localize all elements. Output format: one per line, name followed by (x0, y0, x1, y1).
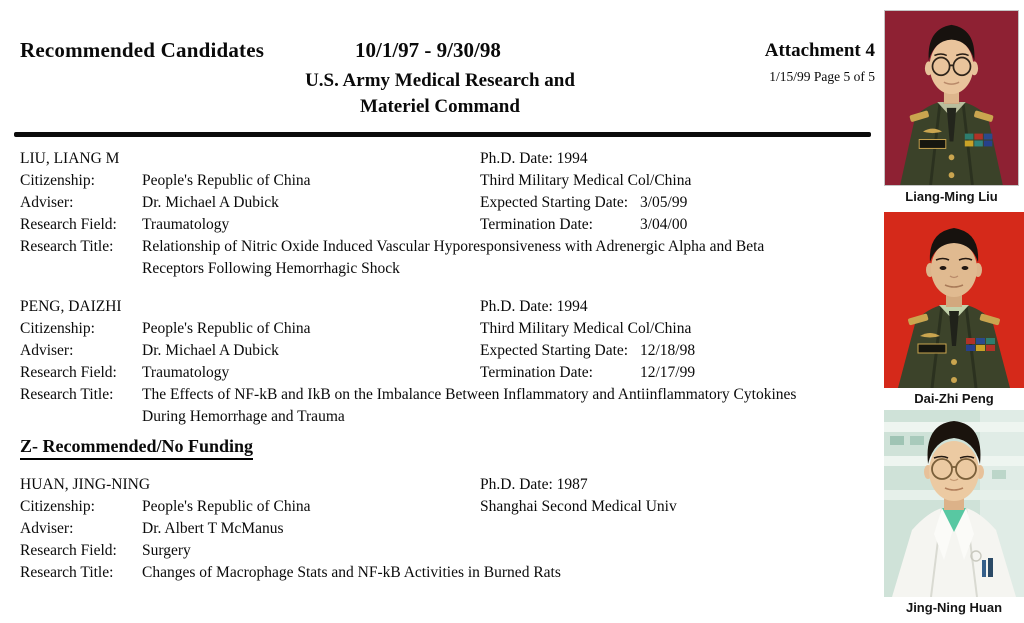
phd-date: Ph.D. Date: 1987 (480, 476, 588, 493)
portrait-photo-liang-ming-liu (884, 10, 1019, 186)
adviser-label: Adviser: (20, 520, 74, 537)
portrait-illustration (884, 410, 1024, 597)
candidate-name: LIU, LIANG M (20, 150, 120, 167)
research-title-value: Relationship of Nitric Oxide Induced Vascular Hyporesponsiveness with Adrenergic Alpha and Beta Receptors Following Hemorrhagic Shock (142, 238, 765, 277)
phd-date: Ph.D. Date: 1994 (480, 298, 588, 315)
institution: Third Military Medical Col/China (480, 172, 692, 189)
header-divider (14, 132, 871, 137)
termination-label: Termination Date: (480, 216, 593, 233)
termination-label: Termination Date: (480, 364, 593, 381)
research-field-value: Traumatology (142, 364, 230, 381)
expected-start-value: 12/18/98 (640, 342, 696, 359)
adviser-value: Dr. Michael A Dubick (142, 194, 279, 211)
candidate-dates (480, 148, 880, 236)
termination-value: 12/17/99 (640, 364, 696, 381)
citizenship-value: People's Republic of China (142, 172, 311, 189)
photo-caption: Dai-Zhi Peng (914, 391, 994, 406)
research-field-label: Research Field: (20, 364, 117, 381)
date-page-label: 1/15/99 Page 5 of 5 (769, 69, 875, 84)
research-field-label: Research Field: (20, 216, 117, 233)
candidate-dates (480, 474, 880, 518)
research-title-value: Changes of Macrophage Stats and NF-kB Activities in Burned Rats (142, 564, 561, 581)
portrait-photo-jing-ning-huan (884, 410, 1024, 597)
research-field-value: Traumatology (142, 216, 230, 233)
adviser-value: Dr. Michael A Dubick (142, 342, 279, 359)
org-name-line1: U.S. Army Medical Research and (305, 70, 575, 91)
attachment-label: Attachment 4 (764, 40, 875, 61)
photo-column (884, 0, 1024, 623)
portrait-photo-dai-zhi-peng (884, 212, 1024, 388)
citizenship-value: People's Republic of China (142, 498, 311, 515)
adviser-label: Adviser: (20, 342, 74, 359)
expected-start-label: Expected Starting Date: (480, 194, 629, 211)
expected-start-label: Expected Starting Date: (480, 342, 629, 359)
citizenship-label: Citizenship: (20, 498, 95, 515)
institution: Third Military Medical Col/China (480, 320, 692, 337)
page-title: Recommended Candidates (20, 38, 265, 62)
section-heading-no-funding: Z- Recommended/No Funding (20, 436, 253, 460)
portrait-illustration (884, 212, 1024, 388)
photo-caption: Liang-Ming Liu (905, 189, 998, 204)
research-field-value: Surgery (142, 542, 191, 559)
research-field-label: Research Field: (20, 542, 117, 559)
phd-date: Ph.D. Date: 1994 (480, 150, 588, 167)
candidate-name: HUAN, JING-NING (20, 476, 151, 493)
citizenship-value: People's Republic of China (142, 320, 311, 337)
citizenship-label: Citizenship: (20, 172, 95, 189)
research-title-label: Research Title: (20, 564, 114, 581)
termination-value: 3/04/00 (640, 216, 688, 233)
citizenship-label: Citizenship: (20, 320, 95, 337)
org-name-line2: Materiel Command (360, 96, 520, 117)
adviser-label: Adviser: (20, 194, 74, 211)
institution: Shanghai Second Medical Univ (480, 498, 677, 515)
adviser-value: Dr. Albert T McManus (142, 520, 284, 537)
photo-caption: Jing-Ning Huan (905, 600, 1003, 615)
date-range: 10/1/97 - 9/30/98 (355, 38, 501, 62)
expected-start-value: 3/05/99 (640, 194, 688, 211)
candidate-name: PENG, DAIZHI (20, 298, 122, 315)
research-title-label: Research Title: (20, 238, 114, 255)
candidate-dates (480, 296, 880, 384)
research-title-label: Research Title: (20, 386, 114, 403)
research-title-value: The Effects of NF-kB and IkB on the Imbalance Between Inflammatory and Antiinflammatory Cytokines During Hemorrhage and Trauma (142, 386, 797, 425)
portrait-illustration (885, 11, 1018, 185)
